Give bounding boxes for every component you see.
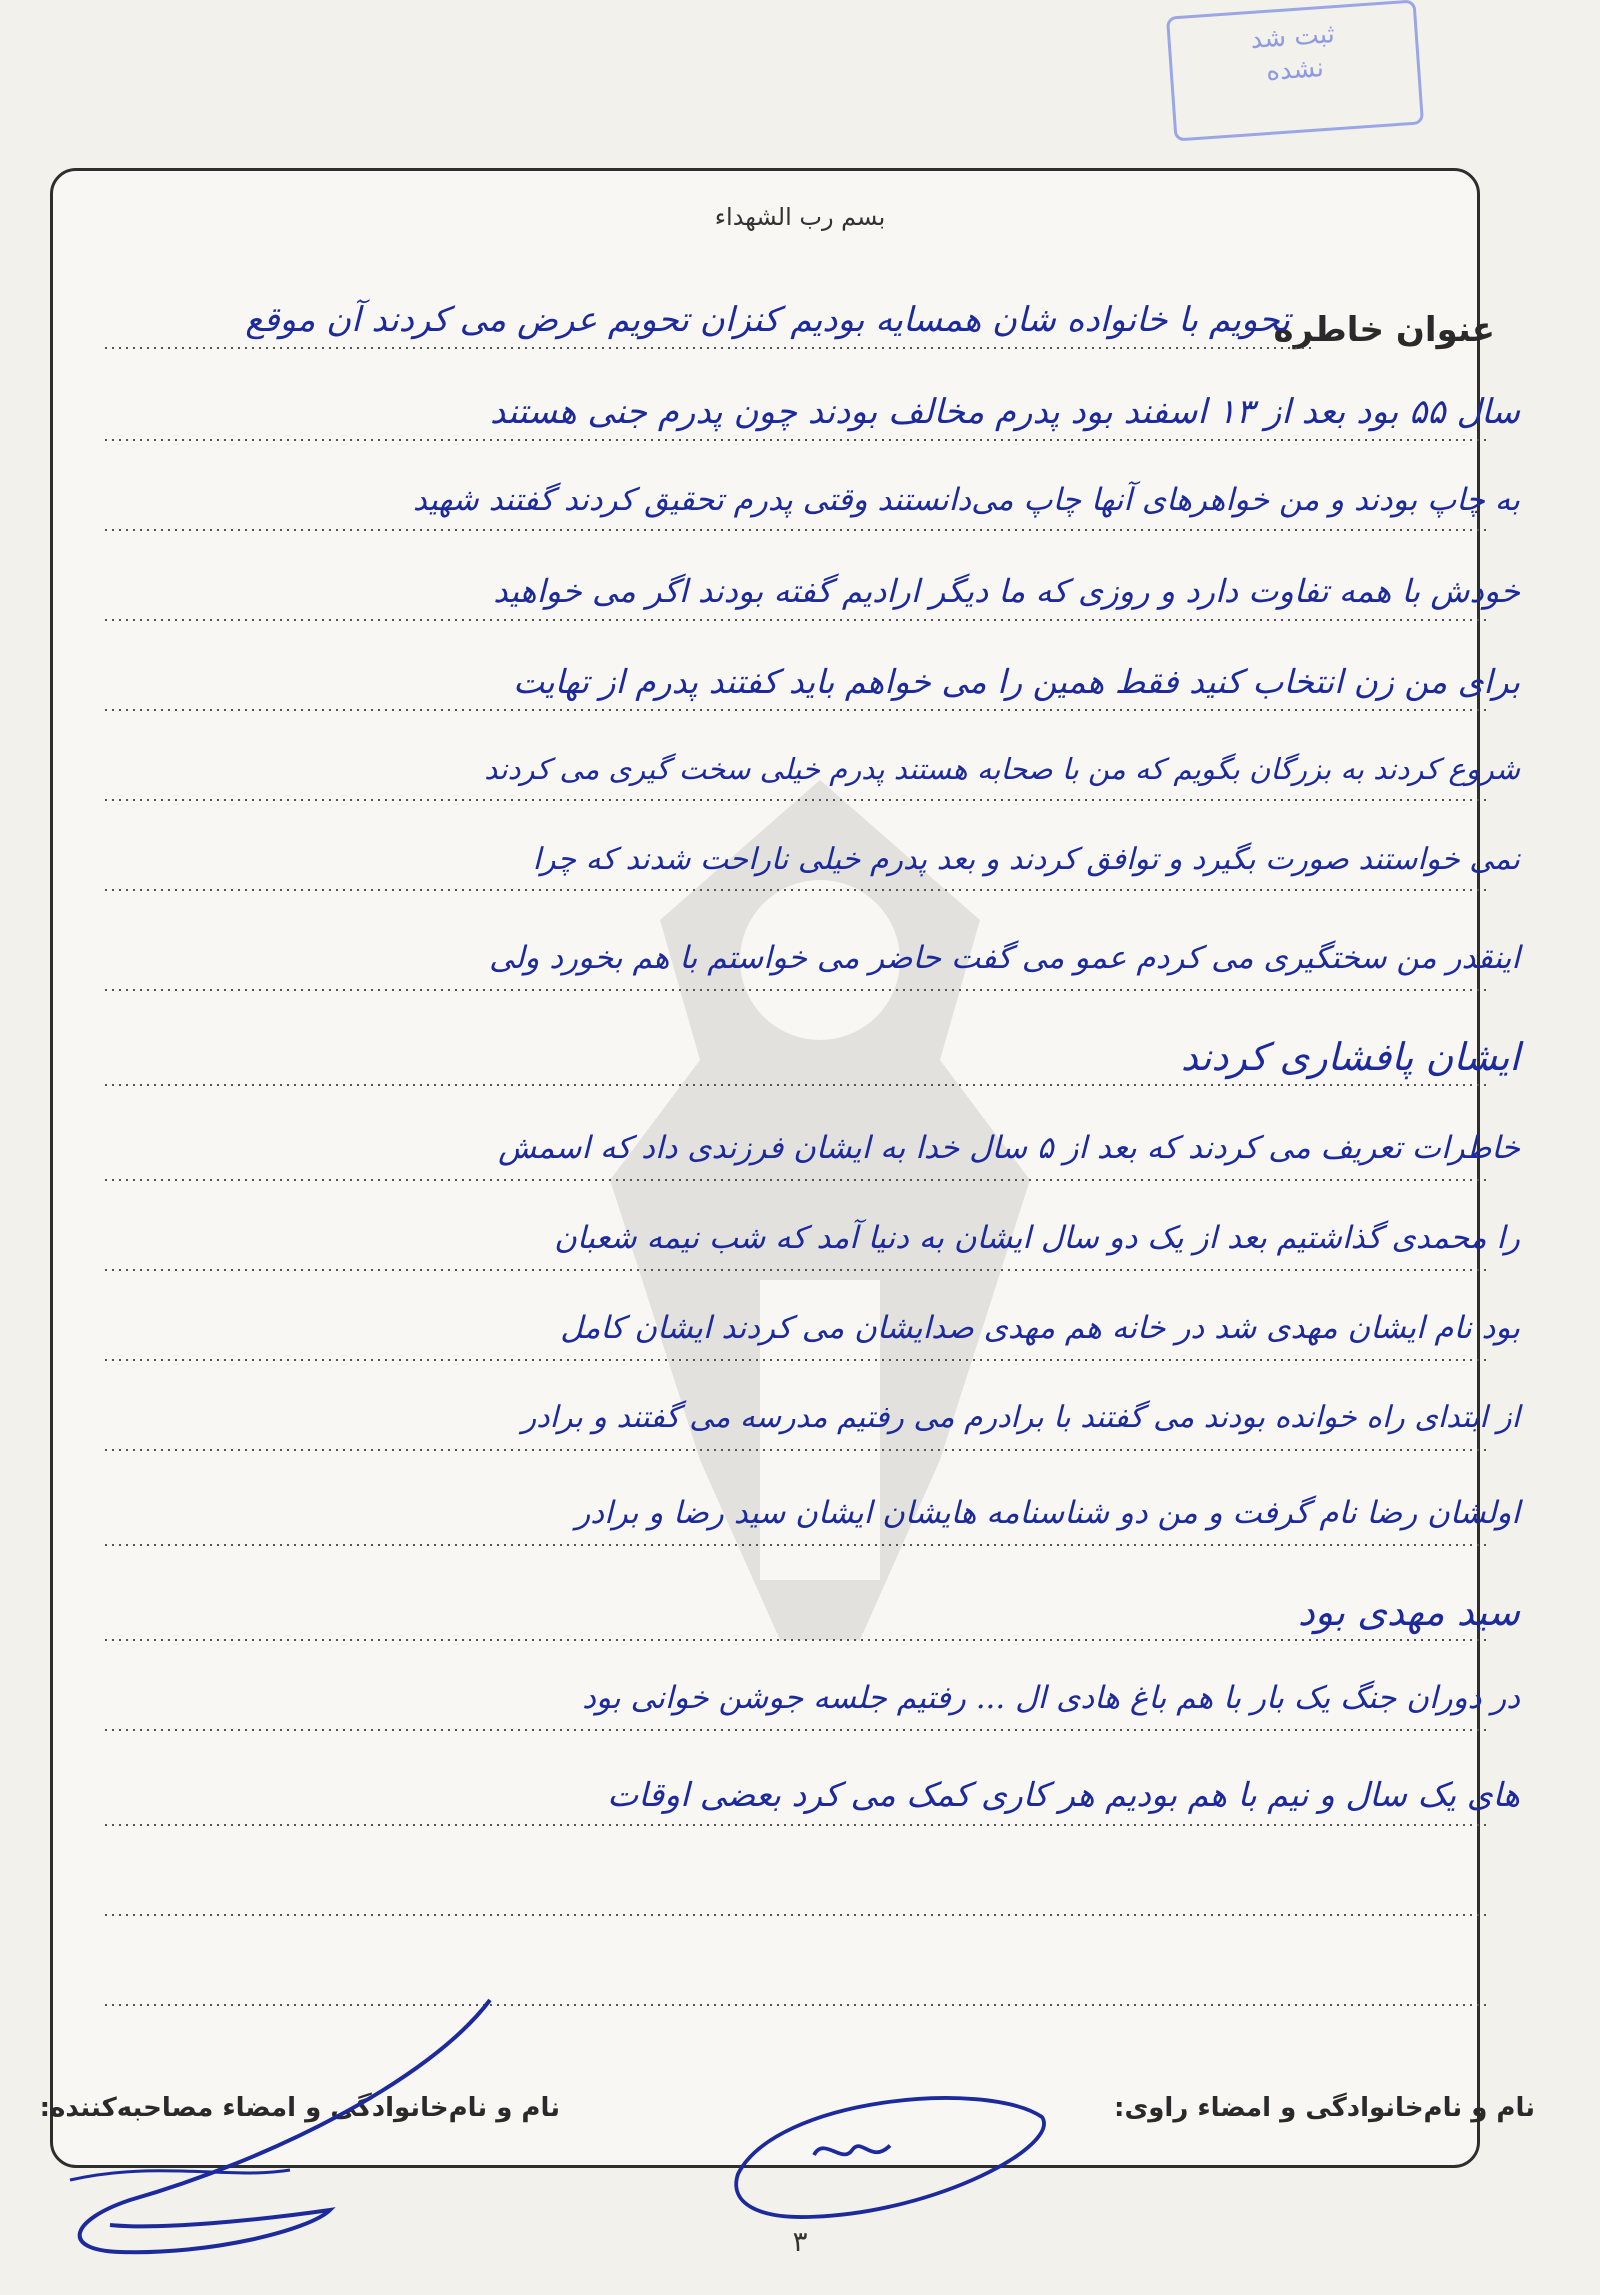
handwritten-line-3: به چاپ بودند و من خواهرهای آنها چاپ می‌دانستند وقتی پدرم تحقیق کردند گفتند شهید [412, 482, 1520, 518]
memory-title-label: عنوان خاطره [1273, 310, 1495, 350]
interviewer-signature [700, 2060, 1080, 2250]
handwritten-line-17: های یک سال و نیم با هم بودیم هر کاری کمک می کرد بعضی اوقات [607, 1775, 1520, 1814]
handwritten-line-9: ایشان پافشاری کردند [1180, 1035, 1520, 1079]
stamp-line-1: ثبت شد [1249, 19, 1336, 55]
handwritten-line-5: برای من زن انتخاب کنید فقط همین را می خواهم باید کفتند پدرم از تهایت [513, 662, 1520, 701]
handwritten-line-14: اولشان رضا نام گرفت و من دو شناسنامه هایشان ایشان سید رضا و برادر [575, 1495, 1520, 1531]
handwritten-line-8: اینقدر من سختگیری می کردم عمو می گفت حاضر می خواستم با هم بخورد ولی [489, 940, 1520, 976]
handwritten-line-11: را محمدی گذاشتیم بعد از یک دو سال ایشان به دنیا آمد که شب نیمه شعبان [554, 1220, 1520, 1256]
handwritten-line-6: شروع کردند به بزرگان بگویم که من با صحابه هستند پدرم خیلی سخت گیری می کردند [484, 752, 1520, 786]
handwritten-line-10: خاطرات تعریف می کردند که بعد از ۵ سال خدا به ایشان فرزندی داد که اسمش [498, 1130, 1520, 1166]
stamp-line-2: نشده [1265, 52, 1325, 87]
handwritten-line-15: سید مهدی بود [1297, 1590, 1520, 1634]
handwritten-line-1: تحویم با خانواده شان همسایه بودیم کنزان تحویم عرض می کردند آن موقع [245, 300, 1290, 340]
handwritten-line-7: نمی خواستند صورت بگیرد و توافق کردند و بعد پدرم خیلی ناراحت شدند که چرا [532, 842, 1520, 877]
narrator-signature-label: نام و نام‌خانوادگی و امضاء راوی: [1114, 2093, 1535, 2123]
handwritten-line-13: از ابتدای راه خوانده بودند می گفتند با برادرم می رفتیم مدرسه می گفتند و برادر [521, 1400, 1520, 1435]
page-number: ۳ [792, 2225, 808, 2258]
handwritten-line-4: خودش با همه تفاوت دارد و روزی که ما دیگر ارادیم گفته بودند اگر می خواهید [493, 572, 1520, 610]
handwritten-line-2: سال ۵۵ بود بعد از ۱۳ اسفند بود پدرم مخالف بودند چون پدرم جنی هستند [490, 392, 1520, 432]
interviewer-signature-label: نام و نام‌خانوادگی و امضاء مصاحبه‌کننده: [39, 2093, 560, 2123]
handwritten-line-12: بود نام ایشان مهدی شد در خانه هم مهدی صدایشان می کردند ایشان کامل [560, 1310, 1520, 1346]
page-header: بسم رب الشهداء [714, 203, 886, 231]
handwritten-line-16: در دوران جنگ یک بار با هم باغ هادی ال ... رفتیم جلسه جوشن خوانی بود [582, 1680, 1520, 1716]
